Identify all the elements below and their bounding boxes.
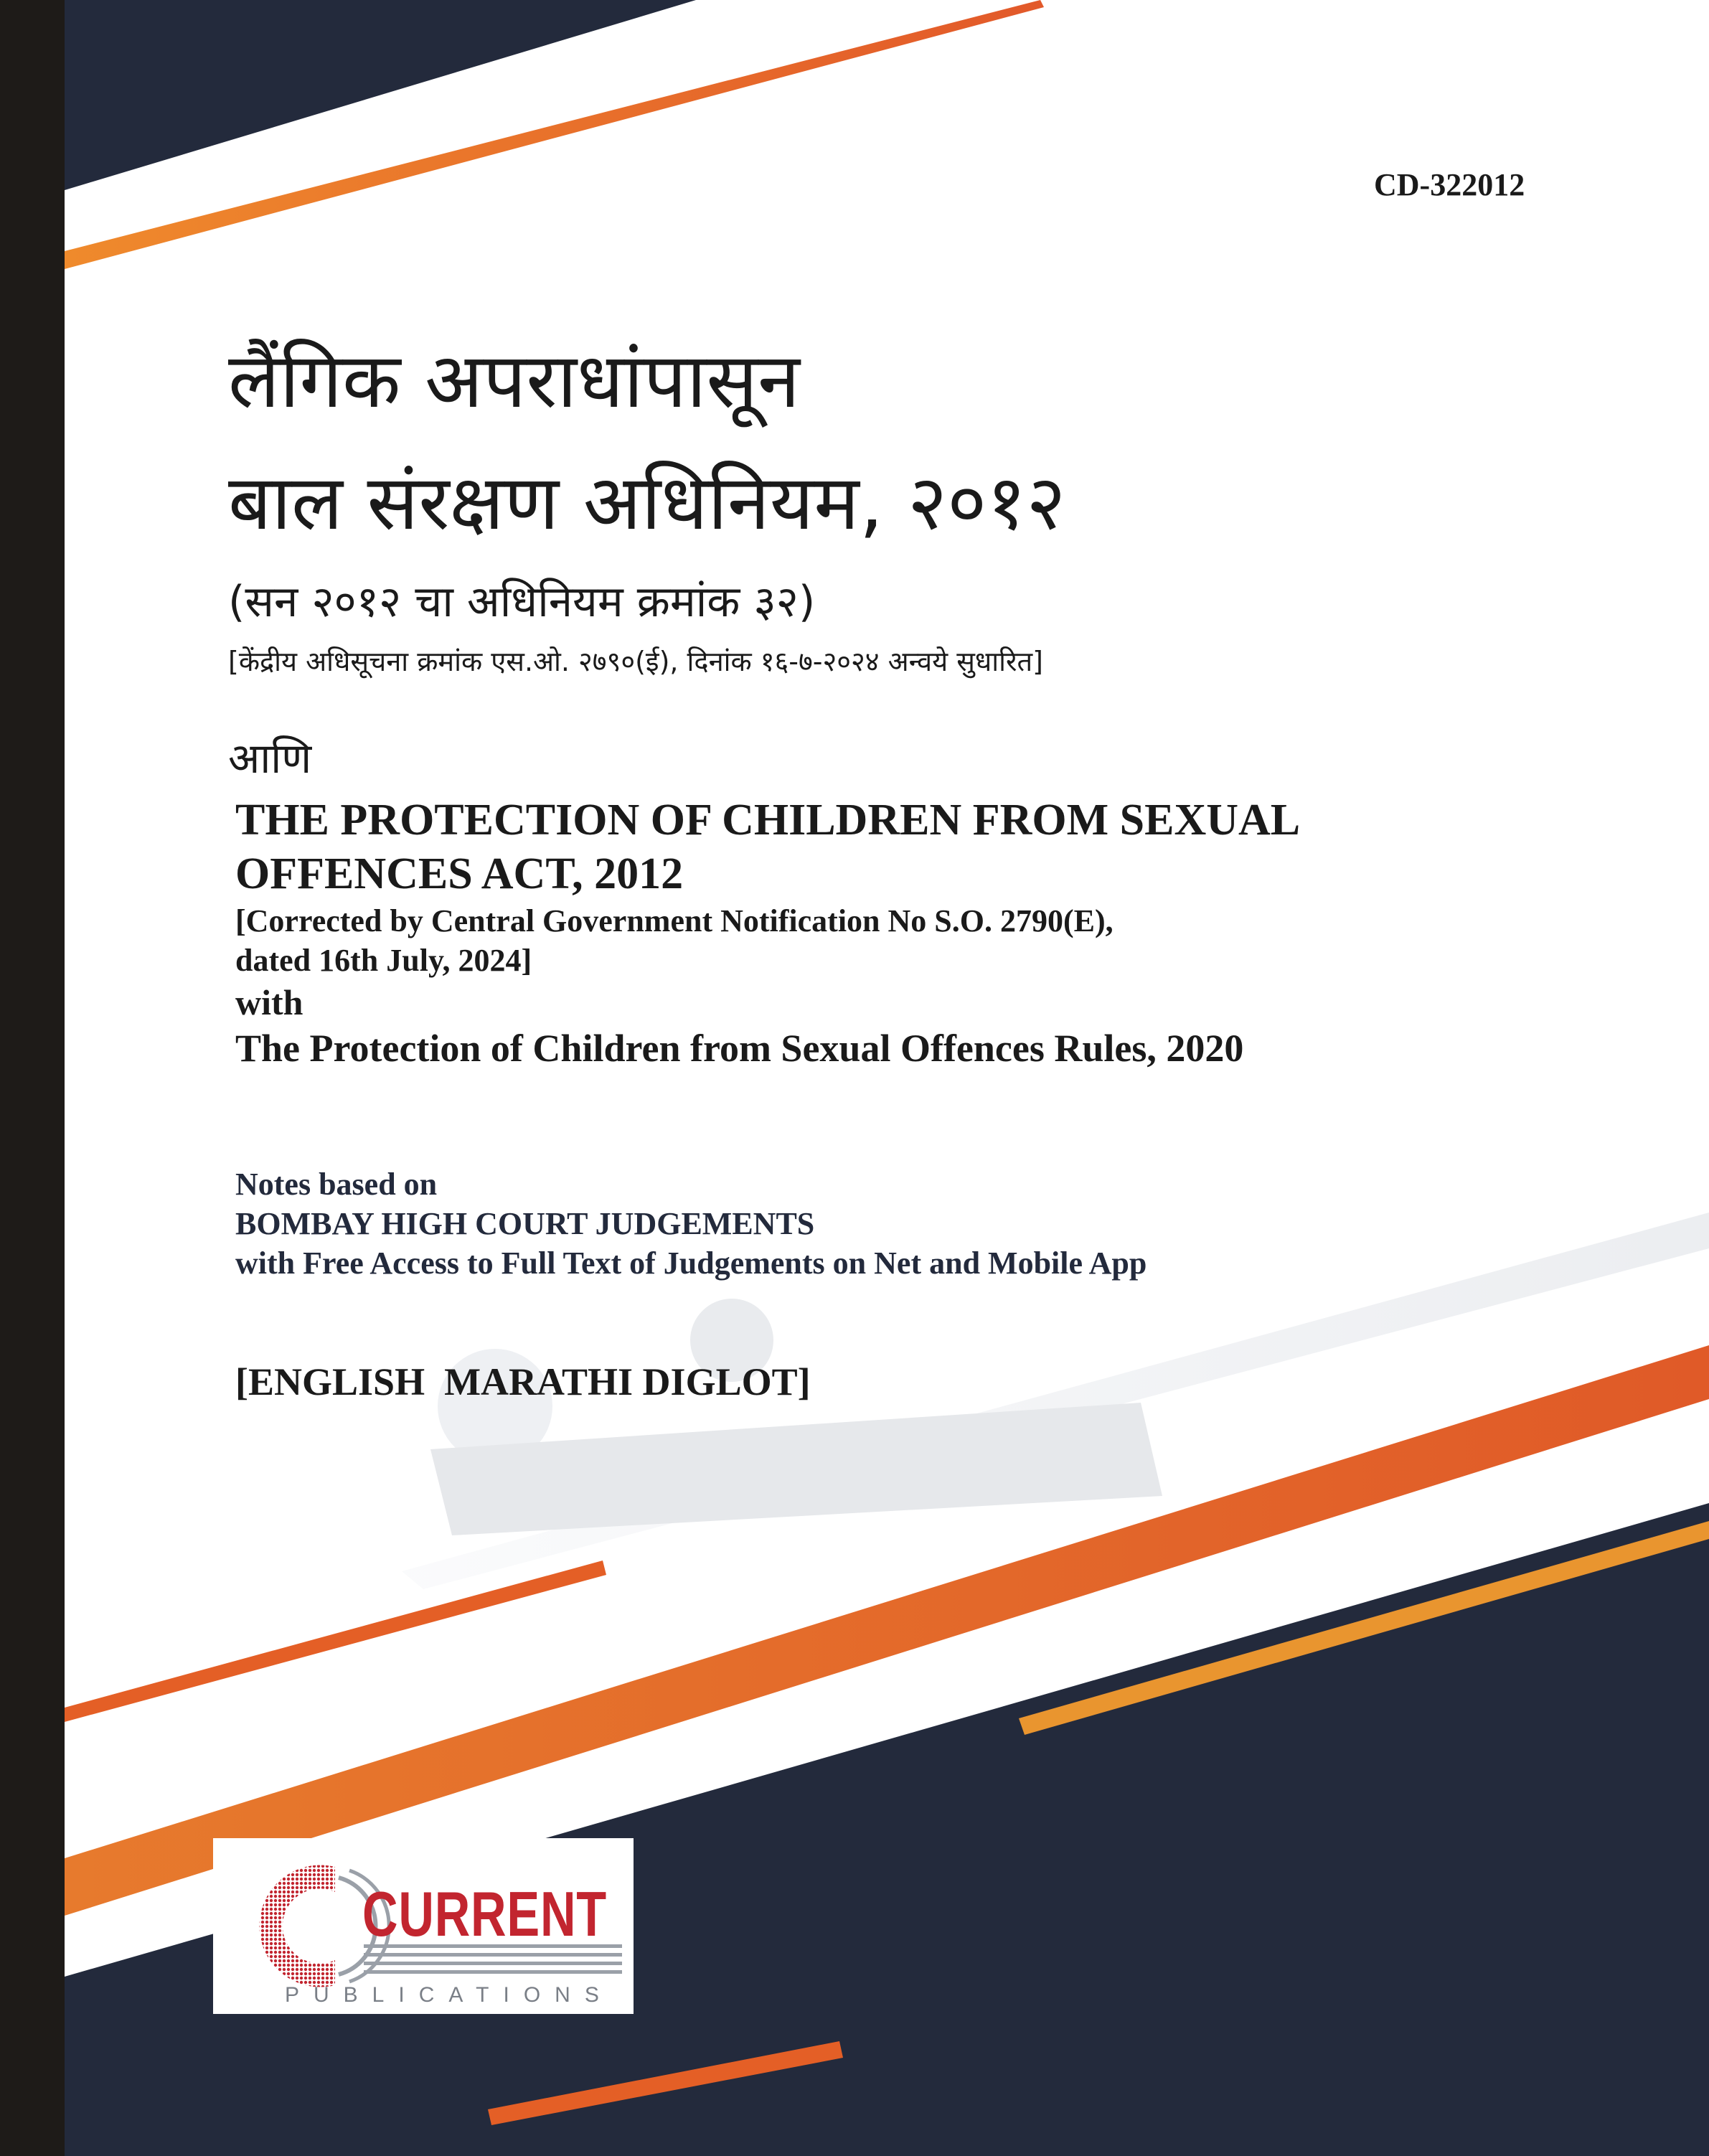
notes-line-2: BOMBAY HIGH COURT JUDGEMENTS [235,1206,815,1241]
english-rules-title: The Protection of Children from Sexual Offences Rules, 2020 [235,1027,1244,1070]
marathi-conjunction: आणि [228,734,312,783]
notes-line-1: Notes based on [235,1167,438,1202]
logo-wordmark: CURRENT [362,1878,608,1949]
english-title-line-2: OFFENCES ACT, 2012 [235,849,684,898]
catalog-code: CD-322012 [1374,167,1525,202]
publisher-logo [213,1838,634,2014]
logo-subtitle: PUBLICATIONS [285,1983,613,2007]
orange-stripe-left [65,1560,606,1722]
edition-label: [ENGLISH MARATHI DIGLOT] [235,1360,811,1403]
marathi-act-number: (सन २०१२ चा अधिनियम क्रमांक ३२) [228,577,816,627]
english-with: with [235,982,303,1022]
english-correction-line-2: dated 16th July, 2024] [235,943,532,978]
marathi-title-line-1: लैंगिक अपराधांपासून [228,336,800,425]
english-correction-line-1: [Corrected by Central Government Notification No S.O. 2790(E), [235,903,1114,938]
marathi-notification: [केंद्रीय अधिसूचना क्रमांक एस.ओ. २७९०(ई), दिनांक १६-७-२०२४ अन्वये सुधारित] [228,646,1044,677]
notes-line-3: with Free Access to Full Text of Judgements on Net and Mobile App [235,1246,1147,1281]
english-title-line-1: THE PROTECTION OF CHILDREN FROM SEXUAL [235,796,1301,844]
book-spine [0,0,65,2156]
marathi-title-line-2: बाल संरक्षण अधिनियम, २०१२ [228,458,1066,547]
top-navy-band [65,0,696,190]
